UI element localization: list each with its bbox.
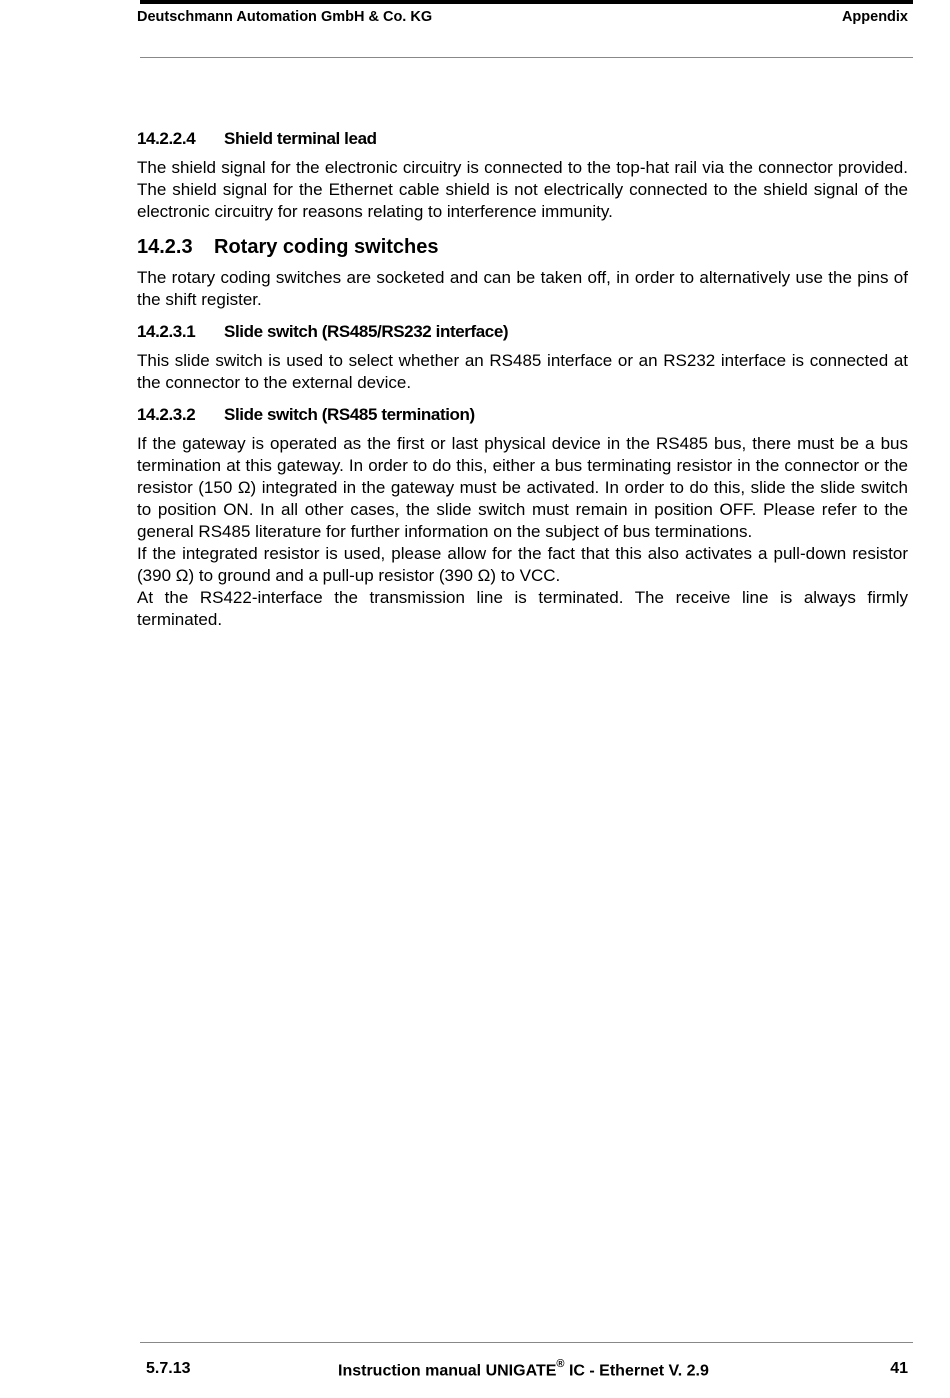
heading-shield-terminal-lead bbox=[137, 128, 908, 150]
heading-rotary-coding-switches bbox=[137, 235, 908, 259]
heading-slide-switch-interface bbox=[137, 321, 908, 343]
paragraph-termination-2: If the integrated resistor is used, please allow for the fact that this also activates a pull-down resistor (390 Ω) to ground and a pull-up resistor (390 Ω) to VCC. bbox=[137, 544, 908, 585]
heading-title: Shield terminal lead bbox=[224, 129, 377, 148]
heading-slide-switch-termination bbox=[137, 404, 908, 426]
registered-mark: ® bbox=[556, 1358, 565, 1370]
heading-title: Rotary coding switches bbox=[214, 236, 439, 258]
header-rule bbox=[140, 57, 913, 58]
page-footer bbox=[146, 1358, 908, 1380]
header-company: Deutschmann Automation GmbH & Co. KG bbox=[137, 9, 433, 25]
page-content bbox=[137, 128, 908, 631]
paragraph-slide-interface: This slide switch is used to select whether an RS485 interface or an RS232 interface is connected at the connector to the external device. bbox=[137, 351, 908, 392]
heading-title: Slide switch (RS485/RS232 interface) bbox=[224, 322, 509, 341]
paragraph-rotary: The rotary coding switches are socketed and can be taken off, in order to alternatively use the pins of the shift register. bbox=[137, 268, 908, 309]
paragraph-termination-1: If the gateway is operated as the first or last physical device in the RS485 bus, there must be a bus termination at this gateway. In order to do this, either a bus terminating resistor in the connector or the resistor (150 Ω) integrated in the gateway must be activated. In order to do this, slide the slide switch to position ON. In all other cases, the slide switch must remain in position OFF. Please refer to the general RS485 literature for further information on the subject of bus terminations. bbox=[137, 434, 908, 541]
footer-date: 5.7.13 bbox=[146, 1360, 191, 1377]
heading-number: 14.2.2.4 bbox=[137, 129, 196, 148]
footer-title-main: Instruction manual UNIGATE bbox=[338, 1362, 557, 1380]
top-rule bbox=[140, 0, 913, 4]
footer-rule bbox=[140, 1342, 913, 1343]
header-chapter: Appendix bbox=[841, 9, 908, 25]
footer-title-rest: IC - Ethernet V. 2.9 bbox=[564, 1362, 709, 1380]
heading-title: Slide switch (RS485 termination) bbox=[224, 405, 475, 424]
heading-number: 14.2.3 bbox=[137, 236, 193, 258]
page-number: 41 bbox=[890, 1360, 908, 1377]
heading-number: 14.2.3.1 bbox=[137, 322, 196, 341]
paragraph-termination-3: At the RS422-interface the transmission line is terminated. The receive line is always firmly terminated. bbox=[137, 588, 908, 629]
heading-number: 14.2.3.2 bbox=[137, 405, 196, 424]
footer-title bbox=[338, 1360, 709, 1380]
paragraph-shield: The shield signal for the electronic circuitry is connected to the top-hat rail via the connector provided. The shield signal for the Ethernet cable shield is not electrically connected to the shield signal of the electronic circuitry for reasons relating to interference immunity. bbox=[137, 158, 908, 221]
page-header bbox=[137, 9, 908, 27]
